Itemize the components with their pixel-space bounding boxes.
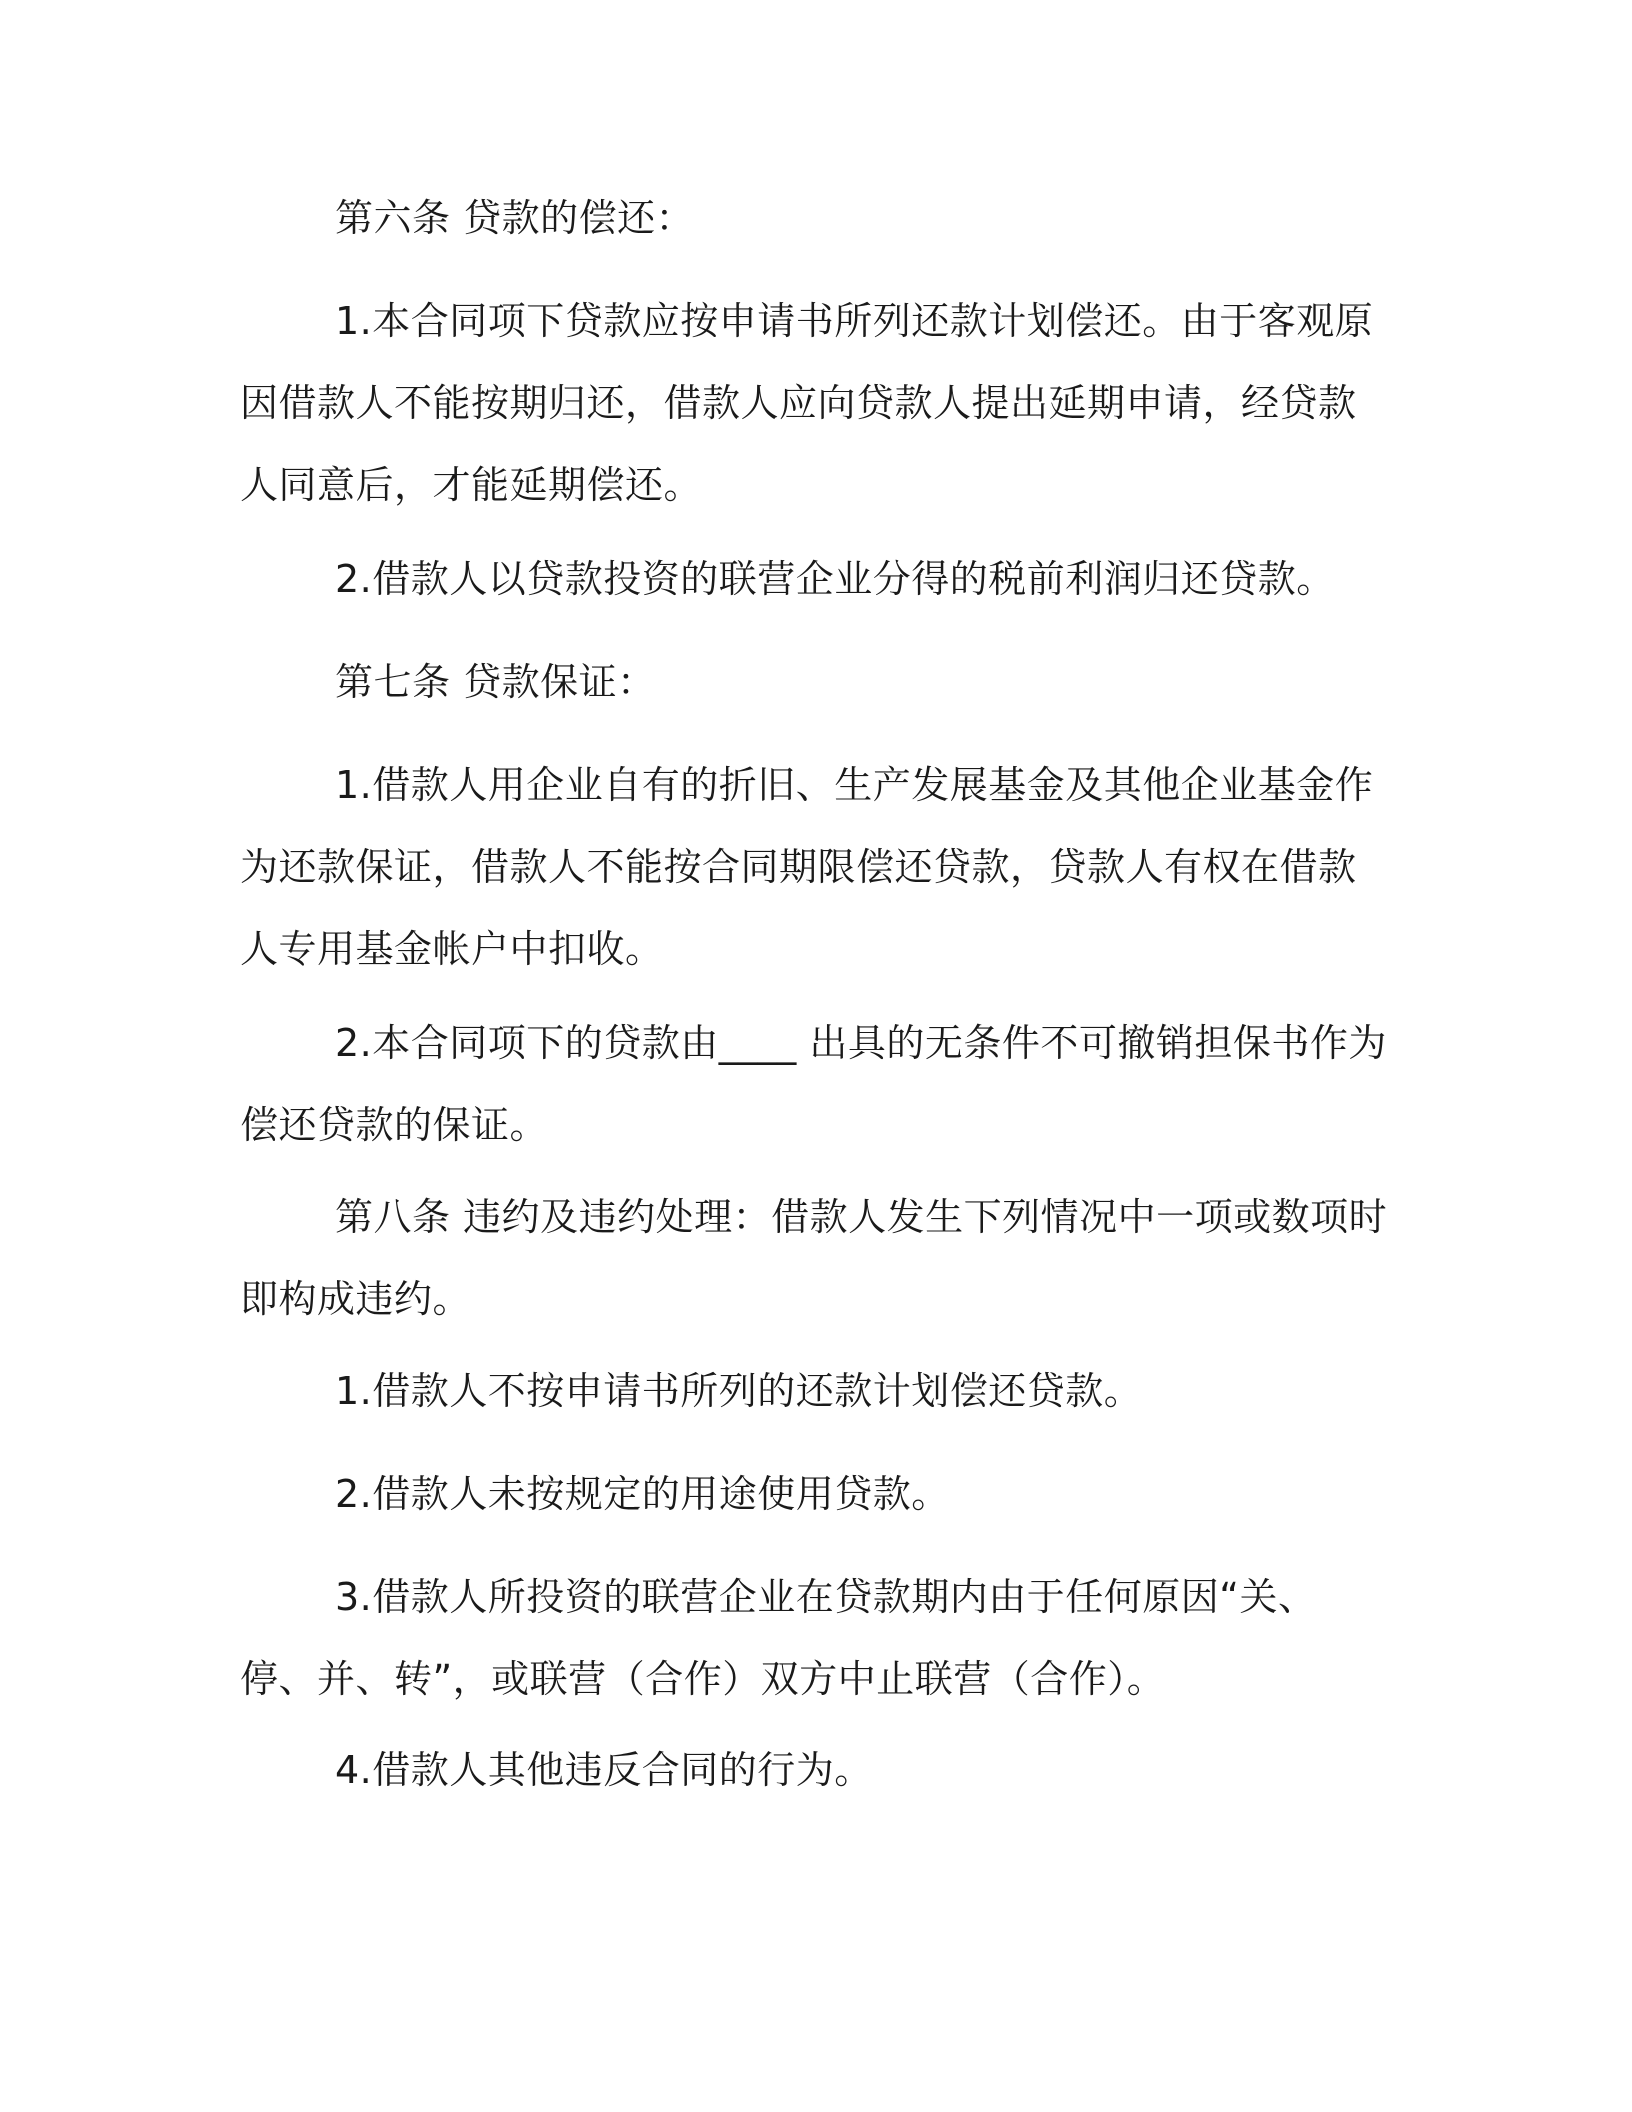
article-6-heading: 第六条 贷款的偿还： [335, 196, 695, 240]
article-7-heading: 第七条 贷款保证： [335, 660, 656, 704]
article-7-clause-1: 1.借款人用企业自有的折旧、生产发展基金及其他企业基金作为还款保证，借款人不能按合同期限偿还贷款，贷款人有权在借款人专用基金帐户中扣收。 [240, 763, 1374, 971]
article-8-clause-3: 3.借款人所投资的联营企业在贷款期内由于任何原因“关、停、并、转”，或联营（合作）双方中止联营（合作）。 [240, 1575, 1317, 1701]
article-6-clause-2: 2.借款人以贷款投资的联营企业分得的税前利润归还贷款。 [335, 557, 1335, 601]
article-7-clause-2: 2.本合同项下的贷款由____ 出具的无条件不可撤销担保书作为偿还贷款的保证。 [240, 1021, 1387, 1147]
article-8-clause-4: 4.借款人其他违反合同的行为。 [335, 1748, 873, 1792]
article-8-clause-2: 2.借款人未按规定的用途使用贷款。 [335, 1472, 950, 1516]
article-8-heading: 第八条 违约及违约处理：借款人发生下列情况中一项或数项时即构成违约。 [240, 1195, 1388, 1321]
article-6-clause-1: 1.本合同项下贷款应按申请书所列还款计划偿还。由于客观原因借款人不能按期归还，借款人应向贷款人提出延期申请，经贷款人同意后，才能延期偿还。 [240, 299, 1374, 507]
article-8-clause-1: 1.借款人不按申请书所列的还款计划偿还贷款。 [335, 1369, 1143, 1413]
